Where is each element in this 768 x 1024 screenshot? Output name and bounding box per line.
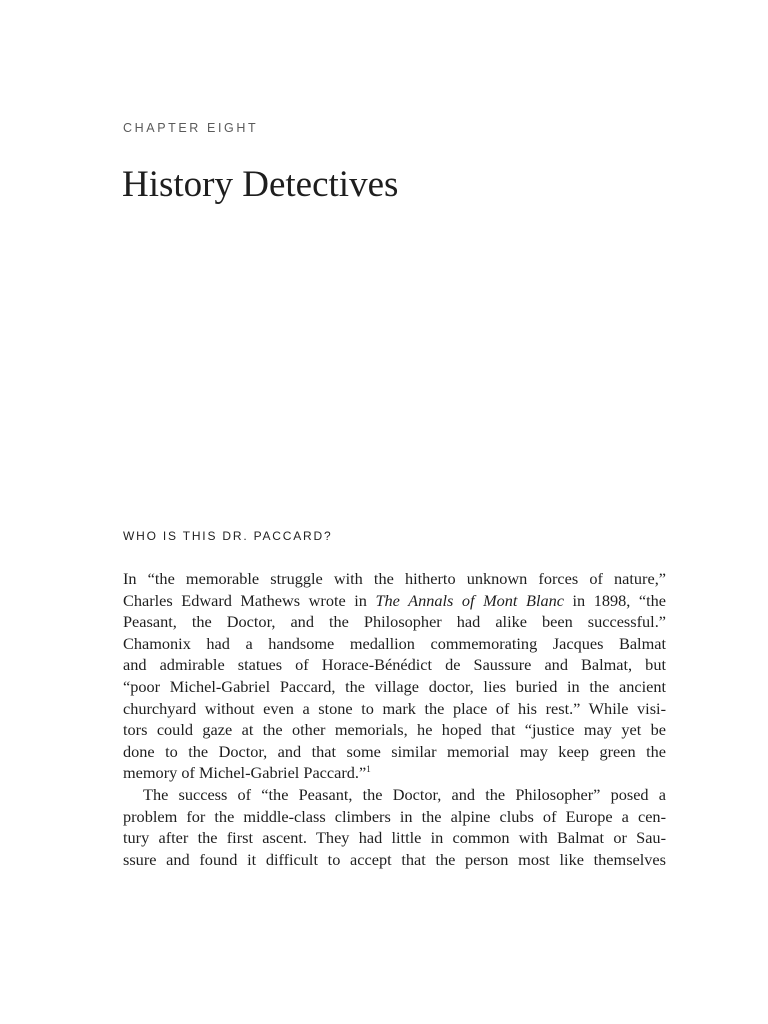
text-line: and admirable statues of Horace-Bénédict de Saussure and Balmat, but	[123, 655, 666, 675]
footnote-marker: 1	[366, 764, 371, 775]
text-line: churchyard without even a stone to mark the place of his rest.” While visi-	[123, 698, 666, 718]
text-line: problem for the middle-class climbers in the alpine clubs of Europe a cen-	[123, 806, 666, 826]
text-line: Charles Edward Mathews wrote in The Annals of Mont Blanc in 1898, “the	[123, 590, 667, 610]
text-line: memory of Michel-Gabriel Paccard.”$^1$	[123, 763, 371, 783]
text-line: The success of “the Peasant, the Doctor, and the Philosopher” posed a	[143, 784, 666, 804]
text-line: done to the Doctor, and that some similar memorial may keep green the	[123, 741, 666, 761]
chapter-label: CHAPTER EIGHT	[123, 121, 259, 135]
text-line: In “the memorable struggle with the hitherto unknown forces of nature,”	[123, 569, 666, 588]
body-text	[123, 568, 666, 870]
text-line: Peasant, the Doctor, and the Philosopher had alike been successful.”	[123, 612, 666, 632]
paragraph-1	[123, 568, 666, 784]
text-line: tors could gaze at the other memorials, he hoped that “justice may yet be	[123, 720, 666, 740]
text-line: “poor Michel-Gabriel Paccard, the village doctor, lies buried in the ancient	[123, 676, 666, 696]
text-line: tury after the first ascent. They had little in common with Balmat or Sau-	[123, 828, 666, 848]
paragraph-2	[123, 784, 666, 870]
chapter-title: History Detectives	[122, 164, 399, 205]
section-heading: WHO IS THIS DR. PACCARD?	[123, 529, 333, 543]
text-line: Chamonix had a handsome medallion commemorating Jacques Balmat	[123, 633, 666, 653]
text-line: ssure and found it difficult to accept that the person most like themselves	[123, 849, 666, 869]
book-title: The Annals of Mont Blanc	[375, 590, 564, 610]
